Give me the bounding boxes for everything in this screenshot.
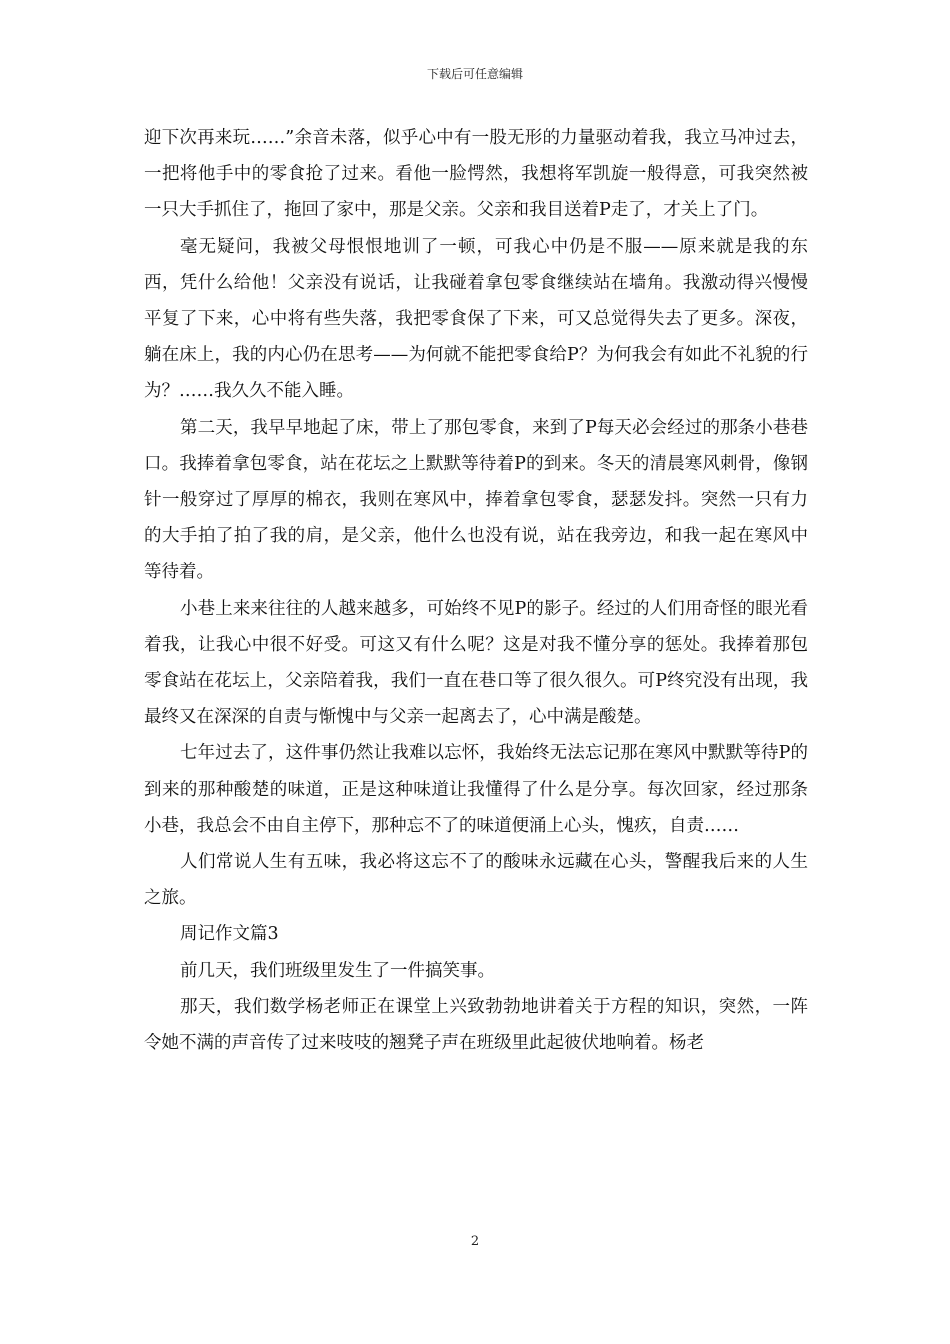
section-heading: 周记作文篇3 [180,924,279,945]
paragraph: 那天，我们数学杨老师正在课堂上兴致勃勃地讲着关于方程的知识，突然，一阵令她不满的声音传了过来吱吱的翘凳子声在班级里此起彼伏地响着。杨老 [144,996,808,1054]
document-body [144,120,808,1061]
page-number: 2 [470,1234,480,1249]
paragraph: 七年过去了，这件事仍然让我难以忘怀，我始终无法忘记那在寒风中默默等待P的到来的那种酸楚的味道，正是这种味道让我懂得了什么是分享。每次回家，经过那条小巷，我总会不由自主停下，那种忘不了的味道便涌上心头，愧疚，自责…… [144,743,808,836]
paragraph: 人们常说人生有五味，我必将这忘不了的酸味永远藏在心头，警醒我后来的人生之旅。 [144,852,808,909]
paragraph: 毫无疑问，我被父母恨恨地训了一顿，可我心中仍是不服——原来就是我的东西，凭什么给他！父亲没有说话，让我碰着拿包零食继续站在墙角。我激动得兴慢慢平复了下来，心中将有些失落，我把零食保了下来，可又总觉得失去了更多。深夜，躺在床上，我的内心仍在思考——为何就不能把零食给P？为何我会有如此不礼貌的行为？……我久久不能入睡。 [144,236,808,402]
page-header: 下载后可任意编辑 [426,67,523,81]
paragraph: 第二天，我早早地起了床，带上了那包零食，来到了P每天必会经过的那条小巷巷口。我捧着拿包零食，站在花坛之上默默等待着P的到来。冬天的清晨寒风刺骨，像钢针一般穿过了厚厚的棉衣，我则在寒风中，捧着拿包零食，瑟瑟发抖。突然一只有力的大手拍了拍了我的肩，是父亲，他什么也没有说，站在我旁边，和我一起在寒风中等待着。 [144,417,808,583]
paragraph: 前几天，我们班级里发生了一件搞笑事。 [180,960,495,981]
paragraph-continuation: 迎下次再来玩……”余音未落，似乎心中有一股无形的力量驱动着我，我立马冲过去，一把将他手中的零食抢了过来。看他一脸愕然，我想将军凯旋一般得意，可我突然被一只大手抓住了，拖回了家中，那是父亲。父亲和我目送着P走了，才关上了门。 [144,128,808,221]
paragraph: 小巷上来来往往的人越来越多，可始终不见P的影子。经过的人们用奇怪的眼光看着我，让我心中很不好受。可这又有什么呢？这是对我不懂分享的惩处。我捧着那包零食站在花坛上，父亲陪着我，我们一直在巷口等了很久很久。可P终究没有出现，我最终又在深深的自责与惭愧中与父亲一起离去了，心中满是酸楚。 [144,598,808,728]
